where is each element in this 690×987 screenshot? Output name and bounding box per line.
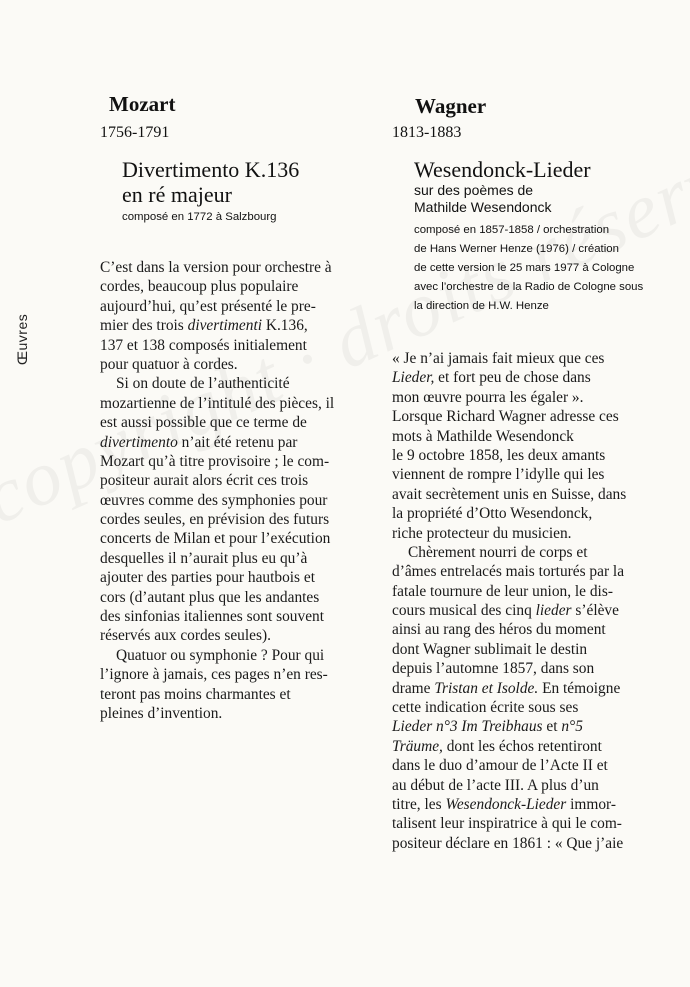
text-line xyxy=(100,588,372,607)
text-line xyxy=(392,465,690,484)
text-line xyxy=(392,776,690,795)
work-title-line-1: Divertimento K.136 xyxy=(122,157,300,182)
text-run: dont les échos retentiront xyxy=(442,737,602,755)
composer-dates: 1756-1791 xyxy=(100,124,170,141)
text-run: est aussi possible que ce terme de xyxy=(100,414,307,432)
text-line xyxy=(100,685,372,704)
text-line xyxy=(392,737,690,756)
text-run: positeur déclare en 1861 : « Que j’aie xyxy=(392,834,624,852)
text-line xyxy=(100,491,372,510)
text-line xyxy=(100,646,372,665)
text-line xyxy=(392,446,690,465)
work-caption-line-2: de Hans Werner Henze (1976) / création xyxy=(414,243,619,255)
text-line xyxy=(100,355,372,374)
text-run: pour quatuor à cordes. xyxy=(100,355,238,373)
text-run: mozartienne de l’intitulé des pièces, il xyxy=(100,394,335,412)
text-run: n’ait été retenu par xyxy=(177,433,298,451)
text-run: Si on doute de l’authenticité xyxy=(116,375,290,393)
text-run: C’est dans la version pour orchestre à xyxy=(100,259,332,276)
italic-text: Wesendonck-Lieder xyxy=(445,795,567,813)
text-line xyxy=(392,562,690,581)
text-line xyxy=(100,568,372,587)
text-run: et fort peu de chose dans xyxy=(434,369,591,387)
composer-name: Wagner xyxy=(415,94,487,118)
text-run: En témoigne xyxy=(538,679,621,697)
text-run: Chèrement nourri de corps et xyxy=(408,543,588,561)
text-run: titre, les xyxy=(392,795,446,813)
text-run: ajouter des parties pour hautbois et xyxy=(100,569,315,587)
program-note-body xyxy=(392,349,690,853)
text-run: œuvres comme des symphonies pour xyxy=(100,491,328,509)
text-line xyxy=(392,524,690,543)
text-line xyxy=(392,388,690,407)
composer-dates: 1813-1883 xyxy=(392,124,462,141)
text-run: riche protecteur du musicien. xyxy=(392,524,572,542)
work-title: Wesendonck-Lieder xyxy=(414,157,591,182)
text-run: depuis l’automne 1857, dans son xyxy=(392,660,595,678)
text-line xyxy=(392,698,690,717)
text-run: viennent de rompre l’idylle qui les xyxy=(392,466,605,484)
italic-text: n°5 xyxy=(561,718,583,736)
text-run: positeur aurait alors écrit ces trois xyxy=(100,472,309,490)
text-run: drame xyxy=(392,679,435,697)
text-line xyxy=(100,297,372,316)
text-line xyxy=(100,316,372,335)
text-run: des sinfonias italiennes sont souvent xyxy=(100,608,324,626)
text-line xyxy=(392,640,690,659)
text-line xyxy=(100,374,372,393)
text-line xyxy=(100,413,372,432)
text-run: teront pas moins charmantes et xyxy=(100,685,291,703)
text-run: au début de l’acte III. A plus d’un xyxy=(392,776,599,794)
text-run: la propriété d’Otto Wesendonck, xyxy=(392,505,593,523)
text-line xyxy=(100,510,372,529)
text-run: ainsi au rang des héros du moment xyxy=(392,621,606,639)
program-note-body xyxy=(100,258,372,723)
work-caption-line-4: avec l’orchestre de la Radio de Cologne sous xyxy=(414,281,644,293)
italic-text: Träume, xyxy=(392,737,443,755)
text-line xyxy=(392,601,690,620)
work-caption-line-1: composé en 1857-1858 / orchestration xyxy=(414,224,610,236)
text-run: cors (d’autant plus que les andantes xyxy=(100,588,320,606)
text-run: 137 et 138 composés initialement xyxy=(100,336,307,354)
text-run: avait secrètement unis en Suisse, dans xyxy=(392,485,627,503)
text-line xyxy=(392,368,690,387)
text-run: cours musical des cinq xyxy=(392,602,536,620)
text-run: mier des trois xyxy=(100,317,188,335)
text-line xyxy=(392,485,690,504)
text-line xyxy=(392,756,690,775)
text-line xyxy=(100,665,372,684)
work-subtitle-line-2: Mathilde Wesendonck xyxy=(414,199,552,215)
text-line xyxy=(100,452,372,471)
text-run: dont Wagner sublimait le destin xyxy=(392,640,588,658)
work-caption: composé en 1772 à Salzbourg xyxy=(122,211,277,223)
text-line xyxy=(100,704,372,723)
italic-text: divertimenti xyxy=(187,317,262,335)
text-line xyxy=(392,543,690,562)
text-line xyxy=(100,549,372,568)
text-line xyxy=(100,471,372,490)
text-run: dans le duo d’amour de l’Acte II et xyxy=(392,757,608,775)
composer-name: Mozart xyxy=(109,92,176,116)
italic-text: Lieder, xyxy=(392,369,435,387)
italic-text: Tristan et Isolde. xyxy=(434,679,539,697)
text-line xyxy=(392,679,690,698)
text-line xyxy=(100,433,372,452)
italic-text: Lieder n°3 Im Treibhaus xyxy=(392,718,543,736)
text-run: cordes seules, en prévision des futurs xyxy=(100,511,330,529)
work-caption-line-5: la direction de H.W. Henze xyxy=(414,300,549,312)
text-line xyxy=(392,407,690,426)
italic-text: divertimento xyxy=(100,433,178,451)
text-run: Quatuor ou symphonie ? Pour qui xyxy=(116,646,325,664)
text-run: l’ignore à jamais, ces pages n’en res- xyxy=(100,666,328,684)
text-run: pleines d’invention. xyxy=(100,704,223,722)
text-line xyxy=(392,620,690,639)
text-run: s’élève xyxy=(571,602,619,620)
text-line xyxy=(100,336,372,355)
text-line xyxy=(100,258,372,277)
text-run: cette indication écrite sous ses xyxy=(392,699,579,717)
text-run: aujourd’hui, qu’est présenté le pre- xyxy=(100,297,316,315)
text-line xyxy=(392,427,690,446)
text-run: et xyxy=(542,718,562,736)
text-run: « Je n’ai jamais fait mieux que ces xyxy=(392,350,605,367)
work-subtitle-line-1: sur des poèmes de xyxy=(414,182,534,198)
text-line xyxy=(100,529,372,548)
text-line xyxy=(392,795,690,814)
text-run: talisent leur inspiratrice à qui le com- xyxy=(392,815,622,833)
text-line xyxy=(392,582,690,601)
text-run: mon œuvre pourra les égaler ». xyxy=(392,388,584,406)
text-line xyxy=(392,834,690,853)
text-line xyxy=(392,717,690,736)
text-run: le 9 octobre 1858, les deux amants xyxy=(392,446,606,464)
text-line xyxy=(392,349,690,368)
text-line xyxy=(392,814,690,833)
text-line xyxy=(100,607,372,626)
work-title-line-2: en ré majeur xyxy=(122,182,232,207)
text-line xyxy=(392,504,690,523)
text-run: immor- xyxy=(566,795,616,813)
text-run: cordes, beaucoup plus populaire xyxy=(100,278,299,296)
text-run: d’âmes entrelacés mais torturés par la xyxy=(392,563,625,581)
text-run: mots à Mathilde Wesendonck xyxy=(392,427,574,445)
text-run: réservés aux cordes seules). xyxy=(100,627,271,645)
text-run: Mozart qu’à titre provisoire ; le com- xyxy=(100,452,330,470)
italic-text: lieder xyxy=(535,602,572,620)
text-run: K.136, xyxy=(262,317,308,335)
section-label: Œuvres xyxy=(14,313,30,365)
text-line xyxy=(100,626,372,645)
text-run: desquelles il n’aurait plus eu qu’à xyxy=(100,549,308,567)
text-line xyxy=(100,394,372,413)
text-line xyxy=(392,659,690,678)
text-line xyxy=(100,277,372,296)
work-caption-line-3: de cette version le 25 mars 1977 à Cologne xyxy=(414,262,635,274)
text-run: concerts de Milan et pour l’exécution xyxy=(100,530,331,548)
text-run: Lorsque Richard Wagner adresse ces xyxy=(392,408,619,426)
text-run: fatale tournure de leur union, le dis- xyxy=(392,582,613,600)
